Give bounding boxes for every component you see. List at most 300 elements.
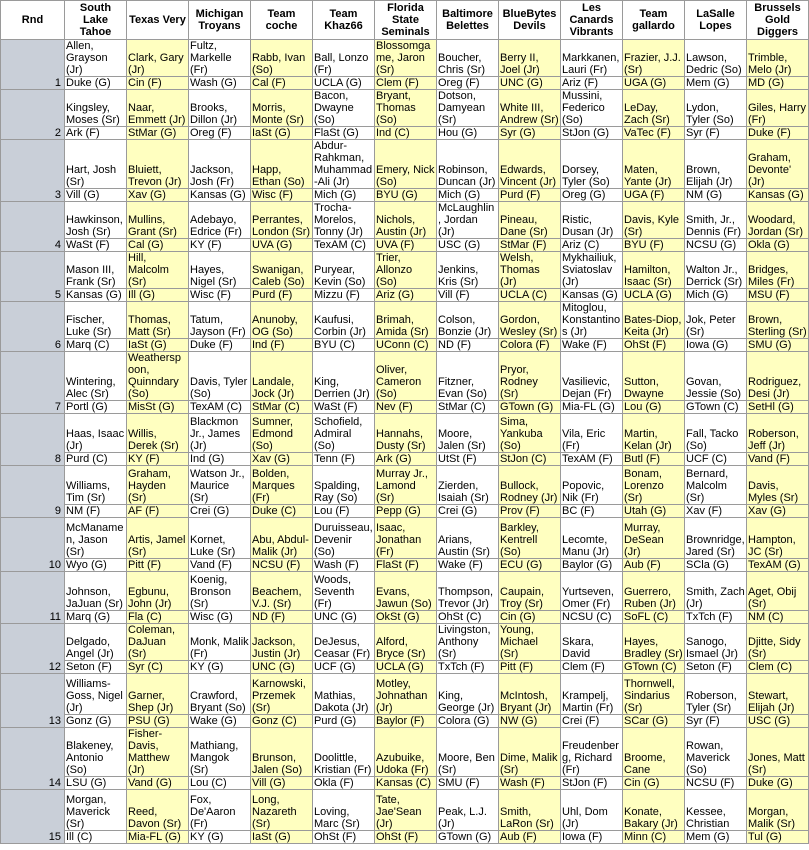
school-position-cell[interactable]: Gonz (G) xyxy=(65,715,127,728)
player-cell[interactable]: Anunoby, OG (So) xyxy=(251,302,313,339)
player-cell[interactable]: Djitte, Sidy (Sr) xyxy=(747,624,809,661)
school-position-cell[interactable]: MSU (F) xyxy=(747,289,809,302)
school-position-cell[interactable]: MD (G) xyxy=(747,77,809,90)
school-position-cell[interactable]: Crei (G) xyxy=(189,505,251,518)
school-position-cell[interactable]: SCla (G) xyxy=(685,559,747,572)
school-position-cell[interactable]: Cal (F) xyxy=(251,77,313,90)
school-position-cell[interactable]: Syr (C) xyxy=(127,661,189,674)
school-position-cell[interactable]: Mizzu (F) xyxy=(313,289,375,302)
school-position-cell[interactable]: Crei (F) xyxy=(561,715,623,728)
school-position-cell[interactable]: WaSt (F) xyxy=(313,401,375,414)
player-cell[interactable]: Peak, L.J. (Jr) xyxy=(437,790,499,831)
player-cell[interactable]: Mason III, Frank (Sr) xyxy=(65,252,127,289)
player-cell[interactable]: Fisher-Davis, Matthew (Jr) xyxy=(127,728,189,777)
school-position-cell[interactable]: UGA (G) xyxy=(623,77,685,90)
team-header[interactable]: BlueBytes Devils xyxy=(499,1,561,40)
school-position-cell[interactable]: NM (F) xyxy=(65,505,127,518)
round-number-cell[interactable]: 13 xyxy=(1,674,65,728)
player-cell[interactable]: Bridges, Miles (Fr) xyxy=(747,252,809,289)
school-position-cell[interactable]: TxTch (F) xyxy=(685,611,747,624)
player-cell[interactable]: Barkley, Kentrell (So) xyxy=(499,518,561,559)
school-position-cell[interactable]: Mich (G) xyxy=(685,289,747,302)
player-cell[interactable]: Allen, Grayson (Jr) xyxy=(65,40,127,77)
player-cell[interactable]: Duruisseau, Devenir (So) xyxy=(313,518,375,559)
school-position-cell[interactable]: Baylor (F) xyxy=(375,715,437,728)
school-position-cell[interactable]: SCar (G) xyxy=(623,715,685,728)
player-cell[interactable]: Swanigan, Caleb (So) xyxy=(251,252,313,289)
player-cell[interactable]: Williams, Tim (Sr) xyxy=(65,466,127,505)
player-cell[interactable]: Watson Jr., Maurice (Sr) xyxy=(189,466,251,505)
school-position-cell[interactable]: TexAM (C) xyxy=(189,401,251,414)
player-cell[interactable]: Hannahs, Dusty (Sr) xyxy=(375,414,437,453)
player-cell[interactable]: Karnowski, Przemek (Sr) xyxy=(251,674,313,715)
player-cell[interactable]: Weatherspoon, Quinndary (So) xyxy=(127,352,189,401)
player-cell[interactable]: Hayes, Bradley (Sr) xyxy=(623,624,685,661)
player-cell[interactable]: Crawford, Bryant (So) xyxy=(189,674,251,715)
player-cell[interactable]: Krampelj, Martin (Fr) xyxy=(561,674,623,715)
school-position-cell[interactable]: Prov (F) xyxy=(499,505,561,518)
school-position-cell[interactable]: Xav (G) xyxy=(747,505,809,518)
player-cell[interactable]: Coleman, DaJuan (Sr) xyxy=(127,624,189,661)
player-cell[interactable]: Sima, Yankuba (So) xyxy=(499,414,561,453)
player-cell[interactable]: Murray Jr., Lamond (Sr) xyxy=(375,466,437,505)
school-position-cell[interactable]: OhSt (F) xyxy=(375,831,437,844)
player-cell[interactable]: Trocha-Morelos, Tonny (Jr) xyxy=(313,202,375,239)
school-position-cell[interactable]: Wake (F) xyxy=(437,559,499,572)
player-cell[interactable]: Ristic, Dusan (Jr) xyxy=(561,202,623,239)
round-number-cell[interactable]: 10 xyxy=(1,518,65,572)
school-position-cell[interactable]: NM (C) xyxy=(747,611,809,624)
school-position-cell[interactable]: Duke (G) xyxy=(747,777,809,790)
round-number-cell[interactable]: 2 xyxy=(1,90,65,140)
school-position-cell[interactable]: FlaSt (G) xyxy=(313,127,375,140)
school-position-cell[interactable]: SetHl (G) xyxy=(747,401,809,414)
player-cell[interactable]: Martin, Kelan (Jr) xyxy=(623,414,685,453)
school-position-cell[interactable]: Kansas (G) xyxy=(189,189,251,202)
school-position-cell[interactable]: OhSt (F) xyxy=(313,831,375,844)
player-cell[interactable]: Bates-Diop, Keita (Jr) xyxy=(623,302,685,339)
player-cell[interactable]: Tatum, Jayson (Fr) xyxy=(189,302,251,339)
player-cell[interactable]: Graham, Devonte' (Jr) xyxy=(747,140,809,189)
player-cell[interactable]: Mussini, Federico (So) xyxy=(561,90,623,127)
school-position-cell[interactable]: UCF (C) xyxy=(685,453,747,466)
player-cell[interactable]: Kaufusi, Corbin (Jr) xyxy=(313,302,375,339)
school-position-cell[interactable]: StMar (G) xyxy=(127,127,189,140)
player-cell[interactable]: Beachem, V.J. (Sr) xyxy=(251,572,313,611)
player-cell[interactable]: Aget, Obij (Sr) xyxy=(747,572,809,611)
player-cell[interactable]: Landale, Jock (Jr) xyxy=(251,352,313,401)
player-cell[interactable]: Doolittle, Kristian (Fr) xyxy=(313,728,375,777)
player-cell[interactable]: Rabb, Ivan (So) xyxy=(251,40,313,77)
school-position-cell[interactable]: WaSt (F) xyxy=(65,239,127,252)
school-position-cell[interactable]: Marq (C) xyxy=(65,339,127,352)
player-cell[interactable]: Brunson, Jalen (So) xyxy=(251,728,313,777)
school-position-cell[interactable]: Cin (G) xyxy=(623,777,685,790)
school-position-cell[interactable]: NCSU (C) xyxy=(561,611,623,624)
player-cell[interactable]: Rowan, Maverick (So) xyxy=(685,728,747,777)
player-cell[interactable]: Willis, Derek (Sr) xyxy=(127,414,189,453)
school-position-cell[interactable]: Ariz (G) xyxy=(375,289,437,302)
team-header[interactable]: Michigan Troyans xyxy=(189,1,251,40)
player-cell[interactable]: Smith, Zach (Jr) xyxy=(685,572,747,611)
player-cell[interactable]: Robinson, Duncan (Jr) xyxy=(437,140,499,189)
school-position-cell[interactable]: Wisc (F) xyxy=(251,189,313,202)
player-cell[interactable]: Mullins, Grant (Sr) xyxy=(127,202,189,239)
player-cell[interactable]: Jenkins, Kris (Sr) xyxy=(437,252,499,289)
player-cell[interactable]: Brooks, Dillon (Jr) xyxy=(189,90,251,127)
player-cell[interactable]: Bluiett, Trevon (Jr) xyxy=(127,140,189,189)
player-cell[interactable]: McLaughlin, Jordan (Jr) xyxy=(437,202,499,239)
player-cell[interactable]: Walton Jr., Derrick (Sr) xyxy=(685,252,747,289)
player-cell[interactable]: Brimah, Amida (Sr) xyxy=(375,302,437,339)
school-position-cell[interactable]: SoFL (C) xyxy=(623,611,685,624)
school-position-cell[interactable]: KY (F) xyxy=(127,453,189,466)
player-cell[interactable]: Livingston, Anthony (Sr) xyxy=(437,624,499,661)
school-position-cell[interactable]: Ind (G) xyxy=(189,453,251,466)
player-cell[interactable]: Long, Nazareth (Sr) xyxy=(251,790,313,831)
school-position-cell[interactable]: Vand (F) xyxy=(747,453,809,466)
player-cell[interactable]: Mathias, Dakota (Jr) xyxy=(313,674,375,715)
school-position-cell[interactable]: Cin (G) xyxy=(499,611,561,624)
player-cell[interactable]: DeJesus, Ceasar (Fr) xyxy=(313,624,375,661)
school-position-cell[interactable]: USC (G) xyxy=(747,715,809,728)
team-header[interactable]: Team Khaz66 xyxy=(313,1,375,40)
team-header[interactable]: Baltimore Belettes xyxy=(437,1,499,40)
school-position-cell[interactable]: Ark (F) xyxy=(65,127,127,140)
player-cell[interactable]: Oliver, Cameron (So) xyxy=(375,352,437,401)
player-cell[interactable]: McManamen, Jason (Sr) xyxy=(65,518,127,559)
player-cell[interactable]: Guerrero, Ruben (Jr) xyxy=(623,572,685,611)
player-cell[interactable]: Zierden, Isaiah (Sr) xyxy=(437,466,499,505)
player-cell[interactable]: Blackmon Jr., James (Jr) xyxy=(189,414,251,453)
player-cell[interactable]: Brown, Elijah (Jr) xyxy=(685,140,747,189)
school-position-cell[interactable]: ECU (G) xyxy=(499,559,561,572)
player-cell[interactable]: Spalding, Ray (So) xyxy=(313,466,375,505)
player-cell[interactable]: Yurtseven, Omer (Fr) xyxy=(561,572,623,611)
school-position-cell[interactable]: Iowa (G) xyxy=(685,339,747,352)
player-cell[interactable]: Morgan, Maverick (Sr) xyxy=(65,790,127,831)
school-position-cell[interactable]: Portl (G) xyxy=(65,401,127,414)
player-cell[interactable]: Konate, Bakary (Jr) xyxy=(623,790,685,831)
player-cell[interactable]: Murray, DeSean (Jr) xyxy=(623,518,685,559)
school-position-cell[interactable]: Vand (F) xyxy=(189,559,251,572)
school-position-cell[interactable]: Ill (C) xyxy=(65,831,127,844)
school-position-cell[interactable]: UCF (G) xyxy=(313,661,375,674)
school-position-cell[interactable]: GTown (G) xyxy=(437,831,499,844)
school-position-cell[interactable]: Iowa (F) xyxy=(561,831,623,844)
school-position-cell[interactable]: StJon (G) xyxy=(561,127,623,140)
player-cell[interactable]: Mitoglou, Konstantinos (Jr) xyxy=(561,302,623,339)
player-cell[interactable]: Boucher, Chris (Sr) xyxy=(437,40,499,77)
player-cell[interactable]: Morris, Monte (Sr) xyxy=(251,90,313,127)
school-position-cell[interactable]: Crei (G) xyxy=(437,505,499,518)
school-position-cell[interactable]: MisSt (G) xyxy=(127,401,189,414)
round-number-cell[interactable]: 15 xyxy=(1,790,65,844)
player-cell[interactable]: Hill, Malcolm (Sr) xyxy=(127,252,189,289)
school-position-cell[interactable]: LSU (G) xyxy=(65,777,127,790)
round-number-cell[interactable]: 9 xyxy=(1,466,65,518)
school-position-cell[interactable]: KY (G) xyxy=(189,831,251,844)
round-header[interactable]: Rnd xyxy=(1,1,65,40)
team-header[interactable]: Brussels Gold Diggers xyxy=(747,1,809,40)
school-position-cell[interactable]: Mem (G) xyxy=(685,77,747,90)
player-cell[interactable]: Thompson, Trevor (Jr) xyxy=(437,572,499,611)
player-cell[interactable]: Sanogo, Ismael (Jr) xyxy=(685,624,747,661)
player-cell[interactable]: Hart, Josh (Sr) xyxy=(65,140,127,189)
player-cell[interactable]: Giles, Harry (Fr) xyxy=(747,90,809,127)
player-cell[interactable]: Markkanen, Lauri (Fr) xyxy=(561,40,623,77)
player-cell[interactable]: Loving, Marc (Sr) xyxy=(313,790,375,831)
round-number-cell[interactable]: 3 xyxy=(1,140,65,202)
player-cell[interactable]: Trier, Allonzo (So) xyxy=(375,252,437,289)
school-position-cell[interactable]: Pitt (F) xyxy=(127,559,189,572)
school-position-cell[interactable]: SMU (G) xyxy=(747,339,809,352)
player-cell[interactable]: Maten, Yante (Jr) xyxy=(623,140,685,189)
school-position-cell[interactable]: Wash (G) xyxy=(189,77,251,90)
school-position-cell[interactable]: Utah (G) xyxy=(623,505,685,518)
school-position-cell[interactable]: Wisc (G) xyxy=(189,611,251,624)
school-position-cell[interactable]: Fla (C) xyxy=(127,611,189,624)
school-position-cell[interactable]: OkSt (G) xyxy=(375,611,437,624)
player-cell[interactable]: Delgado, Angel (Jr) xyxy=(65,624,127,661)
school-position-cell[interactable]: NM (G) xyxy=(685,189,747,202)
school-position-cell[interactable]: Tul (G) xyxy=(747,831,809,844)
player-cell[interactable]: Alford, Bryce (Sr) xyxy=(375,624,437,661)
player-cell[interactable]: LeDay, Zach (Sr) xyxy=(623,90,685,127)
school-position-cell[interactable]: UVA (F) xyxy=(375,239,437,252)
team-header[interactable]: South Lake Tahoe xyxy=(65,1,127,40)
team-header[interactable]: Les Canards Vibrants xyxy=(561,1,623,40)
player-cell[interactable]: Freudenberg, Richard (Fr) xyxy=(561,728,623,777)
player-cell[interactable]: Schofield, Admiral (So) xyxy=(313,414,375,453)
player-cell[interactable]: Emery, Nick (So) xyxy=(375,140,437,189)
player-cell[interactable]: King, Derrien (Jr) xyxy=(313,352,375,401)
school-position-cell[interactable]: ND (F) xyxy=(251,611,313,624)
player-cell[interactable]: Johnson, JaJuan (Sr) xyxy=(65,572,127,611)
school-position-cell[interactable]: Lou (F) xyxy=(313,505,375,518)
player-cell[interactable]: Smith, LaRon (Sr) xyxy=(499,790,561,831)
player-cell[interactable]: Kornet, Luke (Sr) xyxy=(189,518,251,559)
player-cell[interactable]: Evans, Jawun (So) xyxy=(375,572,437,611)
school-position-cell[interactable]: Wyo (G) xyxy=(65,559,127,572)
school-position-cell[interactable]: Marq (G) xyxy=(65,611,127,624)
player-cell[interactable]: Fultz, Markelle (Fr) xyxy=(189,40,251,77)
player-cell[interactable]: Thomas, Matt (Sr) xyxy=(127,302,189,339)
school-position-cell[interactable]: Mia-FL (G) xyxy=(127,831,189,844)
school-position-cell[interactable]: Mich (G) xyxy=(313,189,375,202)
school-position-cell[interactable]: Aub (F) xyxy=(623,559,685,572)
player-cell[interactable]: Caupain, Troy (Sr) xyxy=(499,572,561,611)
player-cell[interactable]: Happ, Ethan (So) xyxy=(251,140,313,189)
player-cell[interactable]: Artis, Jamel (Sr) xyxy=(127,518,189,559)
school-position-cell[interactable]: Kansas (G) xyxy=(747,189,809,202)
player-cell[interactable]: Mykhailiuk, Sviatoslav (Jr) xyxy=(561,252,623,289)
school-position-cell[interactable]: StMar (F) xyxy=(499,239,561,252)
player-cell[interactable]: Woods, Seventh (Fr) xyxy=(313,572,375,611)
player-cell[interactable]: McIntosh, Bryant (Jr) xyxy=(499,674,561,715)
player-cell[interactable]: Morgan, Malik (Sr) xyxy=(747,790,809,831)
school-position-cell[interactable]: UNC (G) xyxy=(251,661,313,674)
school-position-cell[interactable]: Vill (F) xyxy=(437,289,499,302)
school-position-cell[interactable]: Okla (G) xyxy=(747,239,809,252)
school-position-cell[interactable]: Wake (G) xyxy=(189,715,251,728)
round-number-cell[interactable]: 4 xyxy=(1,202,65,252)
school-position-cell[interactable]: BYU (C) xyxy=(313,339,375,352)
school-position-cell[interactable]: Wisc (F) xyxy=(189,289,251,302)
player-cell[interactable]: Smith, Jr., Dennis (Fr) xyxy=(685,202,747,239)
player-cell[interactable]: Hamilton, Isaac (Sr) xyxy=(623,252,685,289)
player-cell[interactable]: Trimble, Melo (Jr) xyxy=(747,40,809,77)
school-position-cell[interactable]: Oreg (F) xyxy=(189,127,251,140)
school-position-cell[interactable]: Syr (F) xyxy=(685,127,747,140)
player-cell[interactable]: Kingsley, Moses (Sr) xyxy=(65,90,127,127)
school-position-cell[interactable]: Pepp (G) xyxy=(375,505,437,518)
school-position-cell[interactable]: UCLA (G) xyxy=(313,77,375,90)
player-cell[interactable]: Vasilievic, Dejan (Fr) xyxy=(561,352,623,401)
school-position-cell[interactable]: FlaSt (F) xyxy=(375,559,437,572)
school-position-cell[interactable]: Pitt (F) xyxy=(499,661,561,674)
school-position-cell[interactable]: VaTec (F) xyxy=(623,127,685,140)
round-number-cell[interactable]: 5 xyxy=(1,252,65,302)
round-number-cell[interactable]: 12 xyxy=(1,624,65,674)
player-cell[interactable]: Bolden, Marques (Fr) xyxy=(251,466,313,505)
player-cell[interactable]: Sutton, Dwayne xyxy=(623,352,685,401)
player-cell[interactable]: Dotson, Damyean (Sr) xyxy=(437,90,499,127)
school-position-cell[interactable]: UtSt (F) xyxy=(437,453,499,466)
player-cell[interactable]: Arians, Austin (Sr) xyxy=(437,518,499,559)
school-position-cell[interactable]: UCLA (G) xyxy=(623,289,685,302)
player-cell[interactable]: Edwards, Vincent (Jr) xyxy=(499,140,561,189)
school-position-cell[interactable]: AF (F) xyxy=(127,505,189,518)
team-header[interactable]: Team coche xyxy=(251,1,313,40)
player-cell[interactable]: Abu, Abdul-Malik (Jr) xyxy=(251,518,313,559)
school-position-cell[interactable]: Oreg (G) xyxy=(561,189,623,202)
school-position-cell[interactable]: Lou (C) xyxy=(189,777,251,790)
player-cell[interactable]: Isaac, Jonathan (Fr) xyxy=(375,518,437,559)
school-position-cell[interactable]: Clem (C) xyxy=(747,661,809,674)
school-position-cell[interactable]: StMar (C) xyxy=(251,401,313,414)
team-header[interactable]: Texas Very xyxy=(127,1,189,40)
school-position-cell[interactable]: Duke (C) xyxy=(251,505,313,518)
school-position-cell[interactable]: TexAM (C) xyxy=(313,239,375,252)
player-cell[interactable]: Sumner, Edmond (So) xyxy=(251,414,313,453)
player-cell[interactable]: White III, Andrew (Sr) xyxy=(499,90,561,127)
school-position-cell[interactable]: Baylor (G) xyxy=(561,559,623,572)
school-position-cell[interactable]: Clem (F) xyxy=(561,661,623,674)
player-cell[interactable]: Blossomgame, Jaron (Sr) xyxy=(375,40,437,77)
school-position-cell[interactable]: Ariz (C) xyxy=(561,239,623,252)
player-cell[interactable]: Pryor, Rodney (Sr) xyxy=(499,352,561,401)
school-position-cell[interactable]: Tenn (F) xyxy=(313,453,375,466)
school-position-cell[interactable]: Ind (C) xyxy=(375,127,437,140)
player-cell[interactable]: Roberson, Jeff (Jr) xyxy=(747,414,809,453)
round-number-cell[interactable]: 7 xyxy=(1,352,65,414)
player-cell[interactable]: Fall, Tacko (So) xyxy=(685,414,747,453)
player-cell[interactable]: Haas, Isaac (Jr) xyxy=(65,414,127,453)
player-cell[interactable]: Lawson, Dedric (So) xyxy=(685,40,747,77)
school-position-cell[interactable]: NCSU (F) xyxy=(251,559,313,572)
player-cell[interactable]: Williams-Goss, Nigel (Jr) xyxy=(65,674,127,715)
school-position-cell[interactable]: IaSt (G) xyxy=(251,127,313,140)
player-cell[interactable]: Monk, Malik (Fr) xyxy=(189,624,251,661)
player-cell[interactable]: Tate, Jae'Sean (Jr) xyxy=(375,790,437,831)
school-position-cell[interactable]: Kansas (C) xyxy=(375,777,437,790)
school-position-cell[interactable]: Mia-FL (G) xyxy=(561,401,623,414)
player-cell[interactable]: Woodard, Jordan (Sr) xyxy=(747,202,809,239)
player-cell[interactable]: Mathiang, Mangok (Sr) xyxy=(189,728,251,777)
school-position-cell[interactable]: Wash (F) xyxy=(499,777,561,790)
player-cell[interactable]: Blakeney, Antonio (So) xyxy=(65,728,127,777)
school-position-cell[interactable]: Seton (F) xyxy=(65,661,127,674)
school-position-cell[interactable]: Ind (F) xyxy=(251,339,313,352)
round-number-cell[interactable]: 14 xyxy=(1,728,65,790)
school-position-cell[interactable]: NCSU (G) xyxy=(685,239,747,252)
school-position-cell[interactable]: Colora (G) xyxy=(437,715,499,728)
school-position-cell[interactable]: SMU (F) xyxy=(437,777,499,790)
school-position-cell[interactable]: IaSt (G) xyxy=(251,831,313,844)
school-position-cell[interactable]: Syr (F) xyxy=(685,715,747,728)
team-header[interactable]: Team gallardo xyxy=(623,1,685,40)
school-position-cell[interactable]: StMar (C) xyxy=(437,401,499,414)
player-cell[interactable]: Jackson, Justin (Jr) xyxy=(251,624,313,661)
player-cell[interactable]: Frazier, J.J. (Sr) xyxy=(623,40,685,77)
player-cell[interactable]: Egbunu, John (Jr) xyxy=(127,572,189,611)
school-position-cell[interactable]: TexAM (F) xyxy=(561,453,623,466)
player-cell[interactable]: Hawkinson, Josh (Sr) xyxy=(65,202,127,239)
school-position-cell[interactable]: NW (G) xyxy=(499,715,561,728)
school-position-cell[interactable]: Nev (F) xyxy=(375,401,437,414)
player-cell[interactable]: Popovic, Nik (Fr) xyxy=(561,466,623,505)
school-position-cell[interactable]: Vand (G) xyxy=(127,777,189,790)
player-cell[interactable]: Brownridge, Jared (Sr) xyxy=(685,518,747,559)
school-position-cell[interactable]: Mich (G) xyxy=(437,189,499,202)
player-cell[interactable]: Young, Michael (Sr) xyxy=(499,624,561,661)
school-position-cell[interactable]: Okla (F) xyxy=(313,777,375,790)
player-cell[interactable]: Gordon, Wesley (Sr) xyxy=(499,302,561,339)
school-position-cell[interactable]: Cin (F) xyxy=(127,77,189,90)
player-cell[interactable]: Naar, Emmett (Jr) xyxy=(127,90,189,127)
player-cell[interactable]: Hayes, Nigel (Sr) xyxy=(189,252,251,289)
school-position-cell[interactable]: Vill (G) xyxy=(251,777,313,790)
player-cell[interactable]: Moore, Ben (Sr) xyxy=(437,728,499,777)
school-position-cell[interactable]: StJon (C) xyxy=(499,453,561,466)
school-position-cell[interactable]: UCLA (C) xyxy=(499,289,561,302)
player-cell[interactable]: Skara, David xyxy=(561,624,623,661)
school-position-cell[interactable]: Duke (F) xyxy=(747,127,809,140)
school-position-cell[interactable]: UNC (G) xyxy=(313,611,375,624)
player-cell[interactable]: Davis, Tyler (So) xyxy=(189,352,251,401)
player-cell[interactable]: Dime, Malik (Sr) xyxy=(499,728,561,777)
player-cell[interactable]: Davis, Kyle (Sr) xyxy=(623,202,685,239)
school-position-cell[interactable]: UConn (C) xyxy=(375,339,437,352)
school-position-cell[interactable]: Lou (G) xyxy=(623,401,685,414)
school-position-cell[interactable]: TexAM (G) xyxy=(747,559,809,572)
player-cell[interactable]: Rodriguez, Desi (Jr) xyxy=(747,352,809,401)
player-cell[interactable]: King, George (Jr) xyxy=(437,674,499,715)
school-position-cell[interactable]: UNC (G) xyxy=(499,77,561,90)
player-cell[interactable]: Reed, Davon (Sr) xyxy=(127,790,189,831)
player-cell[interactable]: Ball, Lonzo (Fr) xyxy=(313,40,375,77)
player-cell[interactable]: Perrantes, London (Sr) xyxy=(251,202,313,239)
player-cell[interactable]: Garner, Shep (Jr) xyxy=(127,674,189,715)
school-position-cell[interactable]: ND (F) xyxy=(437,339,499,352)
player-cell[interactable]: Jones, Matt (Sr) xyxy=(747,728,809,777)
round-number-cell[interactable]: 8 xyxy=(1,414,65,466)
player-cell[interactable]: Dorsey, Tyler (So) xyxy=(561,140,623,189)
school-position-cell[interactable]: KY (F) xyxy=(189,239,251,252)
school-position-cell[interactable]: UGA (F) xyxy=(623,189,685,202)
school-position-cell[interactable]: Clem (F) xyxy=(375,77,437,90)
